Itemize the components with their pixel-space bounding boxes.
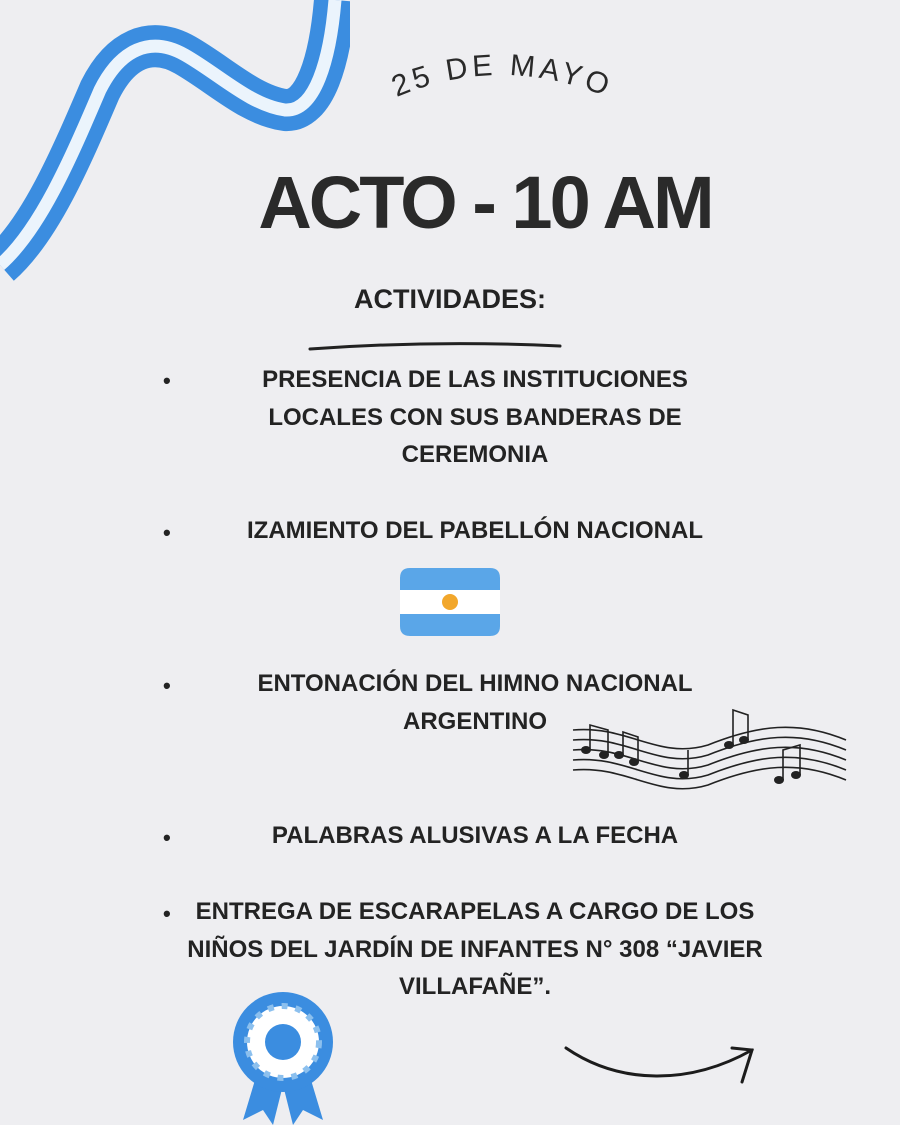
ribbon-icon xyxy=(0,0,350,290)
music-notes-icon xyxy=(568,700,853,810)
activity-item: IZAMIENTO DEL PABELLÓN NACIONAL xyxy=(247,517,703,544)
bullet-icon: • xyxy=(163,673,171,698)
activities-heading: ACTIVIDADES: xyxy=(353,284,546,314)
bullet-icon: • xyxy=(163,368,171,393)
escarapela-rosette-icon xyxy=(228,990,340,1125)
activity-item: PRESENCIA DE LAS INSTITUCIONES LOCALES CON SUS BANDERAS DE CEREMONIA xyxy=(262,366,688,468)
bullet-icon: • xyxy=(163,520,171,545)
bullet-icon: • xyxy=(163,825,171,850)
svg-text:25 DE MAYO: 25 DE MAYO xyxy=(387,48,618,104)
page-title: ACTO - 10 AM xyxy=(258,161,712,244)
bullet-icon: • xyxy=(163,901,171,926)
underline-stroke xyxy=(305,338,565,354)
argentina-flag-icon xyxy=(398,566,503,638)
activity-item: PALABRAS ALUSIVAS A LA FECHA xyxy=(271,822,679,849)
activity-item: ENTREGA DE ESCARAPELAS A CARGO DE LOS NIÑOS DEL JARDÍN DE INFANTES N° 308 “JAVIER VILLAFAÑE”. xyxy=(187,898,763,1000)
date-heading xyxy=(340,30,660,120)
activity-item: ENTONACIÓN DEL HIMNO NACIONAL ARGENTINO xyxy=(257,670,693,735)
arrow-icon xyxy=(560,1040,760,1090)
